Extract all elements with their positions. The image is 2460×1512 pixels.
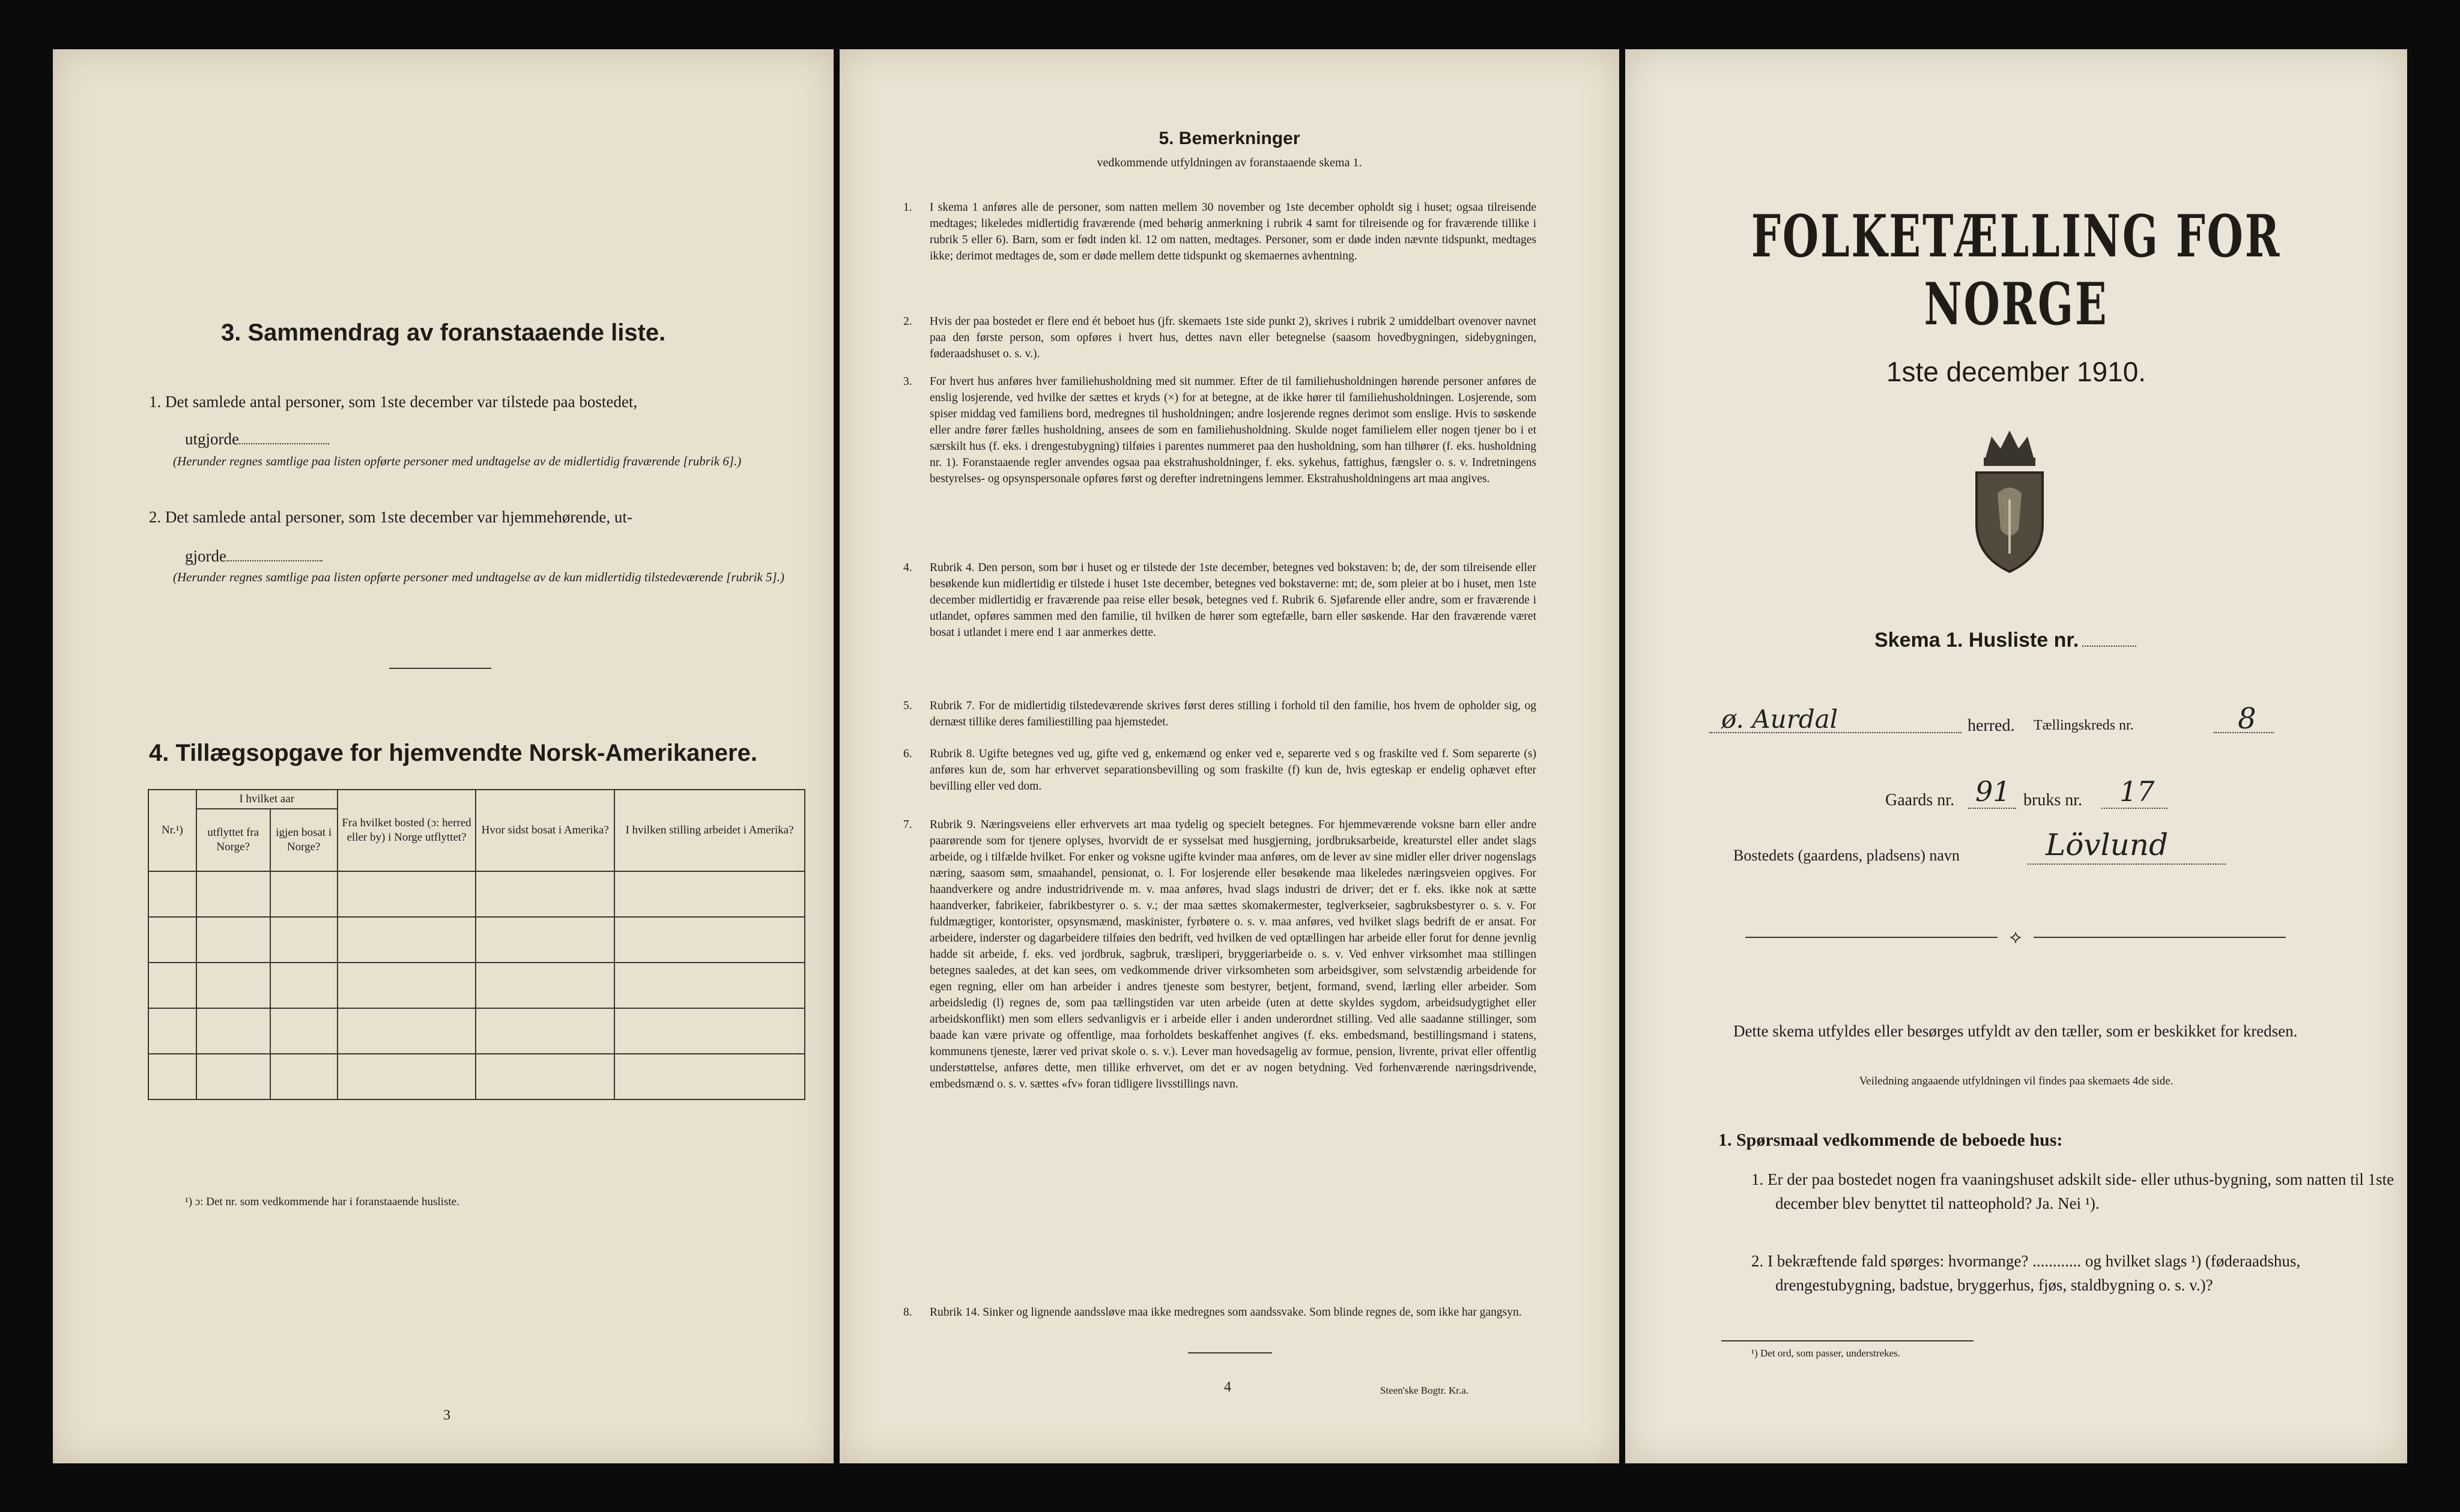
divider: [1188, 1352, 1272, 1353]
remark-6: 6. Rubrik 8. Ugifte betegnes ved ug, gifte ved g, enkemænd og enker ved e, separerte ved s og fraskilte ved f. Som separerte (s) anføres kun de, som har erhvervet separationsbevilling og som fraskilte (f) kun de, hvis egteskap er endelig ophævet efter bevilling eller ved dom.: [903, 748, 1536, 793]
footnote-rule: [1721, 1340, 1974, 1341]
gaards-label: Gaards nr.: [1885, 791, 1955, 809]
krets-label: Tællingskreds nr.: [2034, 718, 2134, 733]
remark-1: 1. I skema 1 anføres alle de personer, som natten mellem 30 november og 1ste december opholdt sig i huset; ogsaa tilreisende medtages; likeledes midlertidig fraværende (med behørig anmerkning i rubrik 4 samt for tilreisende og for fraværende tillike i rubrik 5 eller 6). Barn, som er født inden kl. 12 om natten, medtages. Personer, som er døde inden nævnte tidspunkt, medtages ikke; derimot medtages de, som er døde mellem dette tidspunkt og skemaernes avhentning.: [903, 201, 1536, 262]
remark-5: 5. Rubrik 7. For de midlertidig tilstedeværende skrives først deres stilling i forhold til den familie, hos hvem de opholder sig, og dernæst tillike deres familiestilling paa hjemstedet.: [903, 700, 1536, 728]
question-1-title: 1. Spørsmaal vedkommende de beboede hus:: [1718, 1130, 2063, 1150]
gaards-row: [1885, 775, 2366, 821]
remarks-subtitle: vedkommende utfyldningen av foranstaaende skema 1.: [1097, 156, 1362, 169]
col-last-lived: Hvor sidst bosat i Amerika?: [476, 790, 614, 871]
section-3-title: 3. Sammendrag av foranstaaende liste.: [221, 319, 666, 346]
col-years-group: I hvilket aar: [196, 790, 338, 809]
schema-label: Skema 1. Husliste nr.: [1874, 629, 2136, 652]
col-emigrated: utflyttet fra Norge?: [196, 809, 270, 871]
table-row: [148, 1008, 805, 1054]
page-3-summary: [53, 49, 834, 1463]
remark-3: 3. For hvert hus anføres hver familiehusholdning med sit nummer. Efter de til familiehusholdningen hørende personer anføres de enslig losjerende, ved hvilke der sættes et kryds (×) for at betegne, at de ikke hører til familiehusholdningen. Losjerende, som spiser middag ved familiens bord, medregnes til husholdningen; andre losjerende regnes derimot som enslige. Hvis to søskende eller andre fører fælles husholdning, ansees de som en familiehusholdning. Skulde noget familielem eller nogen tjener bo i et særskilt hus (f. eks. i drengestubygning) tilføies i parentes nummeret paa den husholdning, som han tilhører (f. eks. husholdning nr. 1). Foranstaaende regler anvendes ogsaa paa ekstrahusholdninger, f. eks. sykehus, fattighus, fængsler o. s. v. Indretningens bestyrelses- og opsynspersonale opføres først og derefter indretningens lemmer. Ekstrahusholdningens art maa angives.: [903, 375, 1536, 485]
krets-value: 8: [2238, 702, 2256, 736]
norsk-amerikanere-table: [148, 789, 805, 1100]
remark-7: 7. Rubrik 9. Næringsveiens eller erhvervets art maa tydelig og specielt betegnes. For hjemmeværende voksne barn eller andre paarørende som for tjenere oplyses, hvorvidt de er sysselsat med husgjerning, jordbruksarbeide, kreaturstel eller andet slags arbeide, og i tilfælde hvilket. For enker og voksne ugifte kvinder maa anføres, om de lever av sine midler eller driver nogenslags næring, saasom søm, smaahandel, pensionat, o. l. For losjerende eller besøkende maa likeledes næringsveien opgives. For haandverkere og andre industridrivende m. v. maa anføres, hvad slags industri de driver; det er f. eks. ikke nok at sætte haandverker, fabrikeier, fabrikbestyrer o. s. v.; der maa sættes skomakermester, teglverkseier, sagbruksbestyrer o. s. v. For fuldmægtiger, kontorister, opsynsmænd, maskinister, fyrbøtere o. s. v. maa anføres, ved hvilket slags bedrift de er ansat. For arbeidere, inderster og dagarbeidere tilføies den bedrift, ved hvilken de ved optællingen har arbeide eller forut for denne jevnlig hadde sit arbeide, f. eks. ved jordbruk, sagbruk, træsliperi, bryggeriarbeide o. s. v. Ved enhver virksomhet maa stillingen betegnes saaledes, at det kan sees, om vedkommende driver virksomheten som arbeidsgiver, som selvstændig arbeidende for egen regning, eller om han arbeider i andres tjeneste som bestyrer, betjent, formand, svend, lærling eller arbeider. Som arbeidsledig (l) regnes de, som paa tællingstiden var uten arbeide (uten at dette skyldes sygdom, arbeidsudygtighet eller arbeidskonflikt) men som ellers sedvanligvis er i arbeide eller i anden underordnet stilling. Ved alle saadanne stillinger, som baade kan være private og offentlige, maa forholdets beskaffenhet angives (f. eks. embedsmand, bestillingsmand i statens, kommunens tjeneste, lærer ved privat skole o. s. v.). Lever man hovedsagelig av formue, pension, livrente, privat eller offentlig understøttelse, anføres dette, men tillike erhvervet, om det er av nogen betydning. Ved forhenværende næringsdrivende, embedsmænd o. s. v. sættes «fv» foran tidligere livsstillings navn.: [903, 818, 1536, 1090]
ornament-icon: ⟡: [1998, 927, 2034, 948]
question-1-2: 2. I bekræftende fald spørges: hvormange? ............ og hvilket slags ¹) (føderaadshus, drengestubygning, badstue, bryggerhus, fjøs, staldbygning o. s. v.)?: [1751, 1252, 2301, 1294]
herred-row: [1709, 702, 2370, 749]
summary-item-2: 2. Det samlede antal personer, som 1ste december var hjemmehørende, ut-: [149, 508, 632, 526]
col-returned: igjen bosat i Norge?: [270, 809, 338, 871]
remark-4: 4. Rubrik 4. Den person, som bør i huset og er tilstede der 1ste december, betegnes ved bokstaven: b; de, der som tilreisende eller besøkende kun midlertidig er tilstede i huset 1ste december, betegnes ved bokstaverne: mt; de, som pleier at bo i huset, men 1ste december midlertidig er fraværende paa reise eller besøk, betegnes ved f. Rubrik 6. Sjøfarende eller andre, som er fraværende i utlandet, opføres sammen med den familie, til hvilken de hører som egtefælle, barn eller søskende. Har den fraværende været bosat i utlandet i mere end 1 aar anmerkes dette.: [903, 561, 1536, 639]
herred-label: herred.: [1968, 716, 2015, 735]
summary-item-2-cont: gjorde: [185, 545, 323, 567]
remark-8: 8. Rubrik 14. Sinker og lignende aandssløve maa ikke medregnes som aandssvake. Som blinde regnes de, som ikke har gangsyn.: [903, 1306, 1522, 1319]
remark-2: 2. Hvis der paa bostedet er flere end ét beboet hus (jfr. skemaets 1ste side punkt 2), skrives i rubrik 2 umiddelbart ovenover navnet paa den første person, som opføres i hvert hus, dettes navn eller betegnelse (saasom hovedbygningen, sidebygningen, føderaadshuset o. s. v.).: [903, 315, 1536, 360]
table-row: [148, 963, 805, 1008]
bosted-row: [1733, 827, 2394, 877]
table-row: [148, 871, 805, 917]
summary-item-1: 1. Det samlede antal personer, som 1ste december var tilstede paa bostedet,: [149, 393, 638, 411]
footnote: ¹) Det ord, som passer, understrekes.: [1751, 1347, 1901, 1359]
bruks-label: bruks nr.: [2023, 791, 2082, 809]
summary-item-1-note: (Herunder regnes samtlige paa listen opførte personer med undtagelse av de midlertidig fraværende [rubrik 6].): [173, 454, 742, 468]
census-date: 1ste december 1910.: [1886, 356, 2146, 387]
remarks-title: 5. Bemerkninger: [1159, 129, 1300, 148]
summary-item-1-cont: utgjorde: [185, 428, 329, 450]
coat-of-arms-icon: [1965, 428, 2055, 578]
bosted-value: Lövlund: [2046, 827, 2168, 862]
page-4-remarks: [840, 49, 1619, 1463]
table-row: [148, 917, 805, 963]
gaards-value: 91: [1975, 775, 2011, 808]
col-from-where: Fra hvilket bosted (ɔ: herred eller by) i Norge utflyttet?: [338, 790, 476, 871]
col-nr: Nr.¹): [148, 790, 196, 871]
intro-text: Dette skema utfyldes eller besørges utfyldt av den tæller, som er beskikket for kredsen.: [1733, 1022, 2298, 1040]
page-1-cover: [1625, 49, 2407, 1463]
question-1-1: 1. Er der paa bostedet nogen fra vaaningshuset adskilt side- eller uthus-bygning, som natten til 1ste december blev benyttet til natteophold? Ja. Nei ¹).: [1751, 1170, 2394, 1212]
table-footnote: ¹) ɔ: Det nr. som vedkommende har i foranstaaende husliste.: [185, 1196, 459, 1208]
intro-note: Veiledning angaaende utfyldningen vil findes paa skemaets 4de side.: [1859, 1075, 2174, 1087]
main-title: FOLKETÆLLING FOR NORGE: [1751, 202, 2282, 338]
divider: [389, 668, 491, 669]
page-number: 3: [443, 1408, 450, 1423]
page-number: 4: [1224, 1379, 1231, 1395]
section-4-title: 4. Tillægsopgave for hjemvendte Norsk-Amerikanere.: [149, 740, 757, 766]
table-row: [148, 1054, 805, 1099]
bosted-label: Bostedets (gaardens, pladsens) navn: [1733, 847, 1960, 864]
summary-item-2-note: (Herunder regnes samtlige paa listen opførte personer med undtagelse av de kun midlertidig tilstedeværende [rubrik 5].): [173, 570, 784, 584]
bruks-value: 17: [2119, 775, 2155, 808]
herred-value: ø. Aurdal: [1721, 704, 1838, 734]
printer-mark: Steen'ske Bogtr. Kr.a.: [1380, 1385, 1469, 1396]
col-position: I hvilken stilling arbeidet i Amerika?: [614, 790, 805, 871]
